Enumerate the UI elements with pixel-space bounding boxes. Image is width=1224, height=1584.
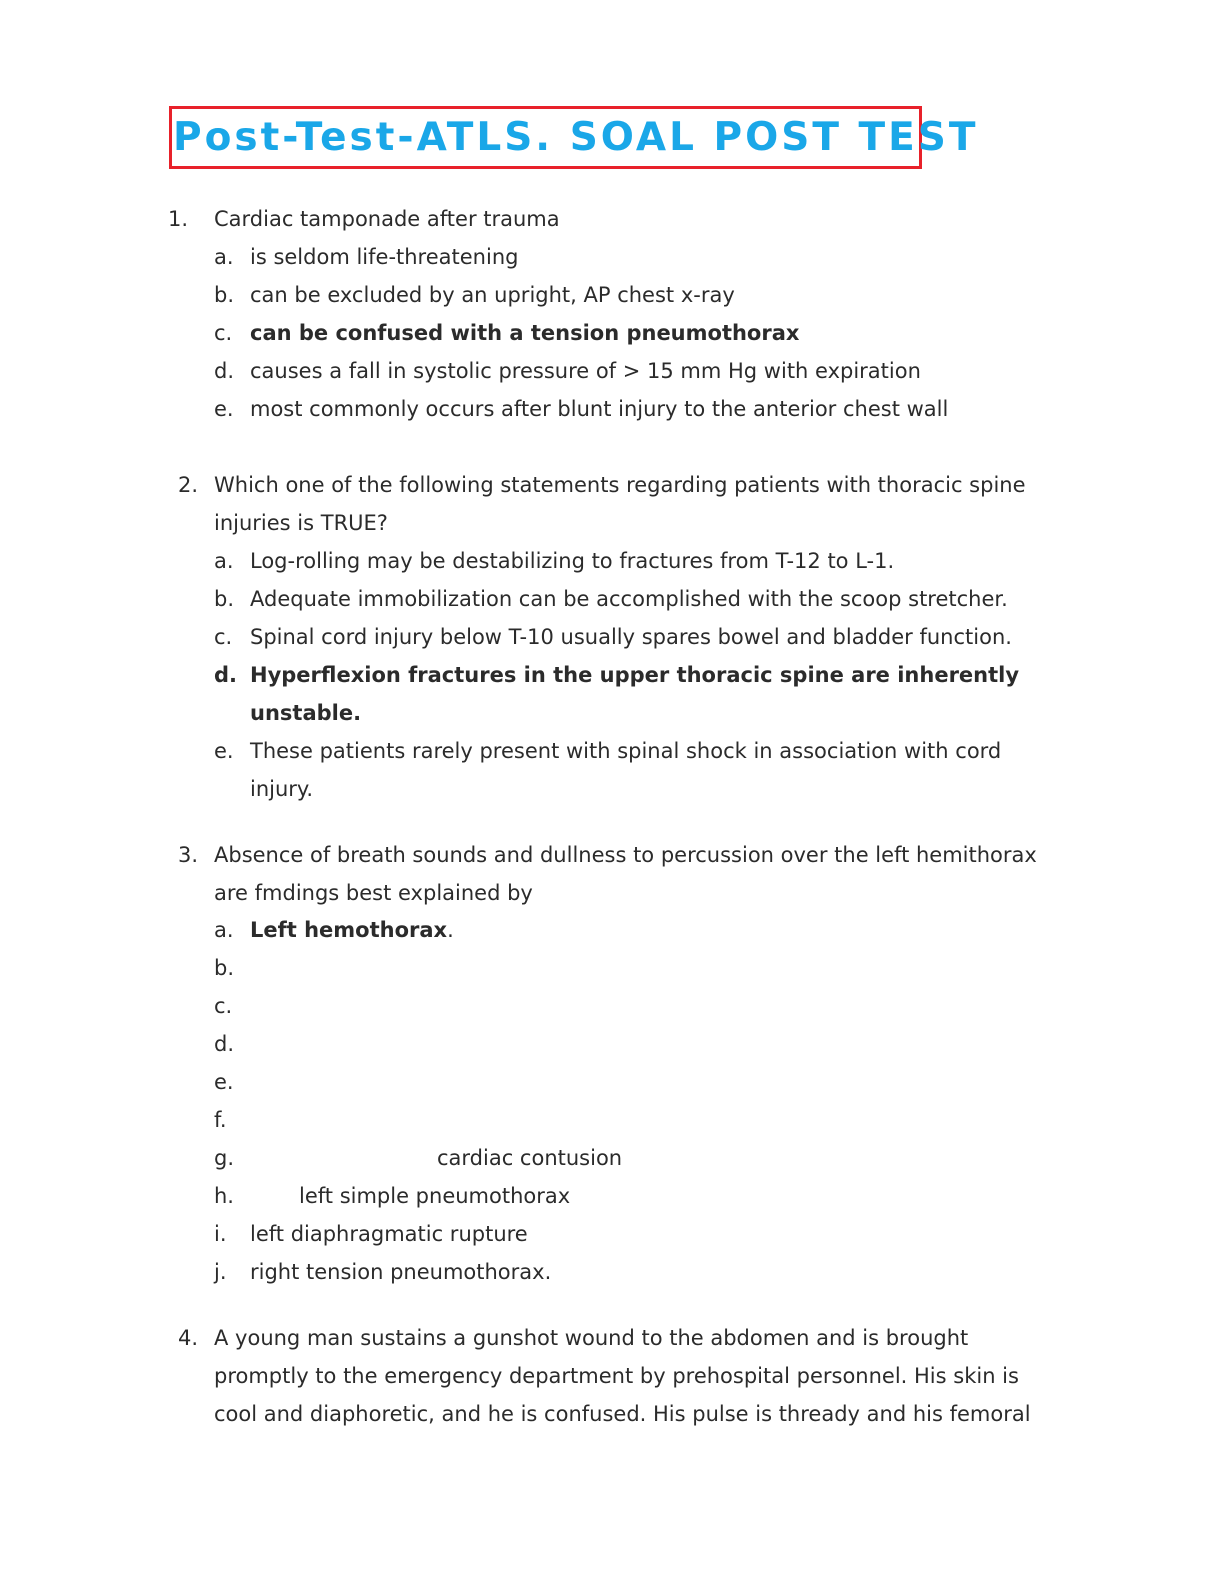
question-stem: Cardiac tamponade after trauma: [214, 207, 560, 231]
option-letter: a.: [214, 918, 234, 942]
option-letter: g.: [214, 1146, 235, 1170]
question-number: 1.: [168, 207, 189, 231]
correct-answer: Left hemothorax.: [250, 918, 454, 942]
option-text: causes a fall in systolic pressure of > 15 mm Hg with expiration: [250, 359, 921, 383]
option-text: right tension pneumothorax.: [250, 1260, 552, 1284]
correct-answer: unstable.: [250, 701, 362, 725]
question-stem: A young man sustains a gunshot wound to the abdomen and is brought: [214, 1326, 969, 1350]
option-text: injury.: [250, 777, 314, 801]
option-text: Log-rolling may be destabilizing to fractures from T-12 to L-1.: [250, 549, 895, 573]
option-text: left diaphragmatic rupture: [250, 1222, 528, 1246]
question-number: 4.: [178, 1326, 199, 1350]
question-stem: are fmdings best explained by: [214, 881, 533, 905]
question-stem: Absence of breath sounds and dullness to percussion over the left hemithorax: [214, 843, 1037, 867]
option-letter: j.: [214, 1260, 227, 1284]
option-letter: b.: [214, 587, 235, 611]
option-letter: i.: [214, 1222, 227, 1246]
option-text: is seldom life-threatening: [250, 245, 519, 269]
option-letter: f.: [214, 1108, 227, 1132]
option-text: cardiac contusion: [437, 1146, 623, 1170]
option-letter: d.: [214, 1032, 235, 1056]
option-letter: a.: [214, 549, 234, 573]
option-text: These patients rarely present with spinal shock in association with cord: [250, 739, 1002, 763]
option-letter: d.: [214, 663, 238, 687]
option-letter: c.: [214, 625, 233, 649]
correct-answer: Hyperflexion fractures in the upper thoracic spine are inherently: [250, 663, 1020, 687]
option-letter: a.: [214, 245, 234, 269]
option-letter: c.: [214, 321, 233, 345]
question-stem: Which one of the following statements regarding patients with thoracic spine: [214, 473, 1026, 497]
option-text: left simple pneumothorax: [299, 1184, 571, 1208]
option-letter: b.: [214, 283, 235, 307]
question-stem: injuries is TRUE?: [214, 511, 388, 535]
option-letter: e.: [214, 397, 234, 421]
option-text: most commonly occurs after blunt injury to the anterior chest wall: [250, 397, 949, 421]
option-letter: c.: [214, 994, 233, 1018]
option-letter: h.: [214, 1184, 234, 1208]
option-letter: d.: [214, 359, 235, 383]
option-text: can be excluded by an upright, AP chest x-ray: [250, 283, 735, 307]
question-number: 3.: [178, 843, 199, 867]
page-title: Post-Test-ATLS. SOAL POST TEST: [173, 115, 979, 160]
option-text: Spinal cord injury below T-10 usually spares bowel and bladder function.: [250, 625, 1012, 649]
question-number: 2.: [178, 473, 199, 497]
option-letter: e.: [214, 1070, 234, 1094]
question-stem: cool and diaphoretic, and he is confused. His pulse is thready and his femoral: [214, 1402, 1031, 1426]
option-text: Adequate immobilization can be accomplished with the scoop stretcher.: [250, 587, 1008, 611]
option-letter: e.: [214, 739, 234, 763]
question-stem: promptly to the emergency department by prehospital personnel. His skin is: [214, 1364, 1019, 1388]
correct-answer: can be confused with a tension pneumothorax: [250, 321, 800, 345]
option-letter: b.: [214, 956, 235, 980]
